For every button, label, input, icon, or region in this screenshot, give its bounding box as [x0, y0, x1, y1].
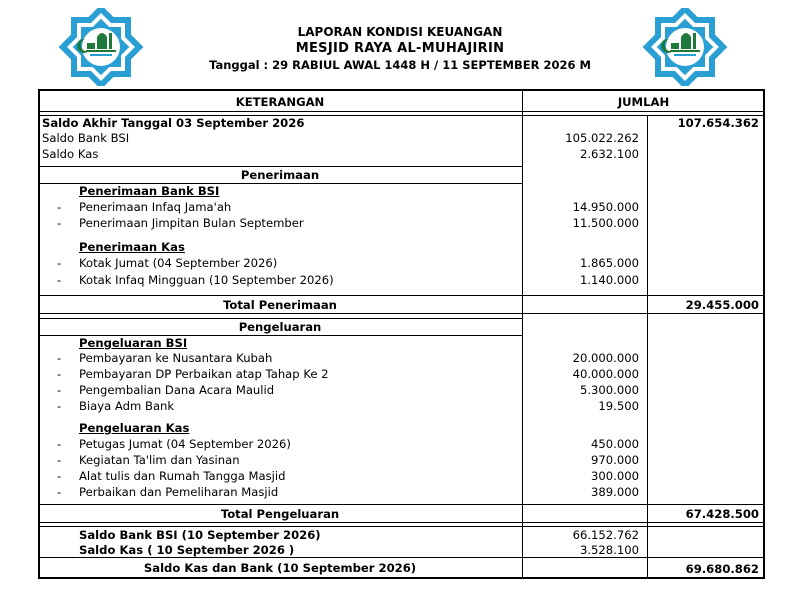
report-table	[38, 89, 765, 579]
list-item-bullet: -	[57, 256, 62, 270]
total-penerimaan-value: 29.455.000	[685, 298, 759, 312]
total-pengeluaran-value: 67.428.500	[685, 507, 759, 521]
list-item-bullet: -	[57, 216, 62, 230]
grand-total-value: 69.680.862	[685, 562, 759, 576]
list-item-value: 14.950.000	[572, 200, 639, 214]
list-item: Pengembalian Dana Acara Maulid	[79, 383, 275, 397]
list-item-bullet: -	[57, 200, 62, 214]
list-item: Penerimaan Infaq Jama'ah	[79, 200, 232, 214]
subsection-pengeluaran-kas: Pengeluaran Kas	[79, 421, 190, 435]
line	[38, 504, 765, 505]
list-item: Pembayaran DP Perbaikan atap Tahap Ke 2	[79, 367, 329, 381]
subsection-pengeluaran-bank: Pengeluaran BSI	[79, 336, 188, 350]
list-item-value: 5.300.000	[579, 383, 639, 397]
list-item-bullet: -	[57, 485, 62, 499]
list-item: Penerimaan Jimpitan Bulan September	[79, 216, 304, 230]
opening-bank-label: Saldo Bank BSI	[42, 131, 130, 145]
list-item: Kotak Infaq Mingguan (10 September 2026)	[79, 273, 334, 287]
closing-kas-label: Saldo Kas ( 10 September 2026 )	[79, 543, 295, 557]
list-item-bullet: -	[57, 437, 62, 451]
list-item: Pembayaran ke Nusantara Kubah	[79, 351, 273, 365]
list-item: Kegiatan Ta'lim dan Yasinan	[79, 453, 240, 467]
section-heading-penerimaan: Penerimaan	[240, 168, 320, 182]
list-item-value: 450.000	[591, 437, 639, 451]
list-item-bullet: -	[57, 273, 62, 287]
line	[38, 526, 765, 527]
list-item-value: 389.000	[591, 485, 639, 499]
list-item-bullet: -	[57, 453, 62, 467]
list-item-bullet: -	[57, 399, 62, 413]
line	[38, 166, 522, 167]
list-item-bullet: -	[57, 383, 62, 397]
subsection-penerimaan-bank: Penerimaan Bank BSI	[79, 184, 220, 198]
table-top-border	[38, 89, 765, 91]
subsection-penerimaan-kas: Penerimaan Kas	[79, 240, 185, 254]
total-penerimaan-label: Total Penerimaan	[223, 298, 337, 312]
line	[38, 557, 765, 558]
col-header-keterangan: KETERANGAN	[235, 95, 325, 109]
list-item: Petugas Jumat (04 September 2026)	[79, 437, 291, 451]
list-item-value: 1.140.000	[579, 273, 639, 287]
list-item: Kotak Jumat (04 September 2026)	[79, 256, 278, 270]
list-item-bullet: -	[57, 351, 62, 365]
opening-kas-value: 2.632.100	[579, 147, 639, 161]
list-item-value: 19.500	[598, 399, 639, 413]
opening-balance-label: Saldo Akhir Tanggal 03 September 2026	[42, 116, 305, 130]
list-item: Perbaikan dan Pemeliharan Masjid	[79, 485, 279, 499]
total-pengeluaran-label: Total Pengeluaran	[220, 507, 340, 521]
report-date: Tanggal : 29 RABIUL AWAL 1448 H / 11 SEPTEMBER 2026 M	[209, 58, 591, 72]
mosque-name: MESJID RAYA AL-MUHAJIRIN	[295, 41, 505, 56]
list-item-bullet: -	[57, 367, 62, 381]
line	[38, 295, 765, 296]
list-item-value: 20.000.000	[572, 351, 639, 365]
header-divider	[38, 111, 765, 112]
col-header-jumlah: JUMLAH	[617, 95, 670, 109]
list-item-bullet: -	[57, 469, 62, 483]
list-item-value: 40.000.000	[572, 367, 639, 381]
closing-bank-value: 66.152.762	[572, 528, 639, 542]
list-item-value: 11.500.000	[572, 216, 639, 230]
list-item-value: 300.000	[591, 469, 639, 483]
list-item: Biaya Adm Bank	[79, 399, 175, 413]
line	[38, 313, 765, 314]
closing-bank-label: Saldo Bank BSI (10 September 2026)	[79, 528, 321, 542]
section-heading-pengeluaran: Pengeluaran	[238, 320, 322, 334]
opening-kas-label: Saldo Kas	[42, 147, 99, 161]
list-item-value: 970.000	[591, 453, 639, 467]
col-divider-1	[522, 89, 523, 579]
list-item: Alat tulis dan Rumah Tangga Masjid	[79, 469, 286, 483]
grand-total-label: Saldo Kas dan Bank (10 September 2026)	[143, 561, 417, 575]
opening-bank-value: 105.022.262	[565, 131, 639, 145]
opening-balance-total: 107.654.362	[677, 116, 759, 130]
list-item-value: 1.865.000	[579, 256, 639, 270]
line	[38, 318, 522, 319]
report-title: LAPORAN KONDISI KEUANGAN	[297, 25, 503, 39]
closing-kas-value: 3.528.100	[579, 543, 639, 557]
line	[38, 522, 765, 523]
